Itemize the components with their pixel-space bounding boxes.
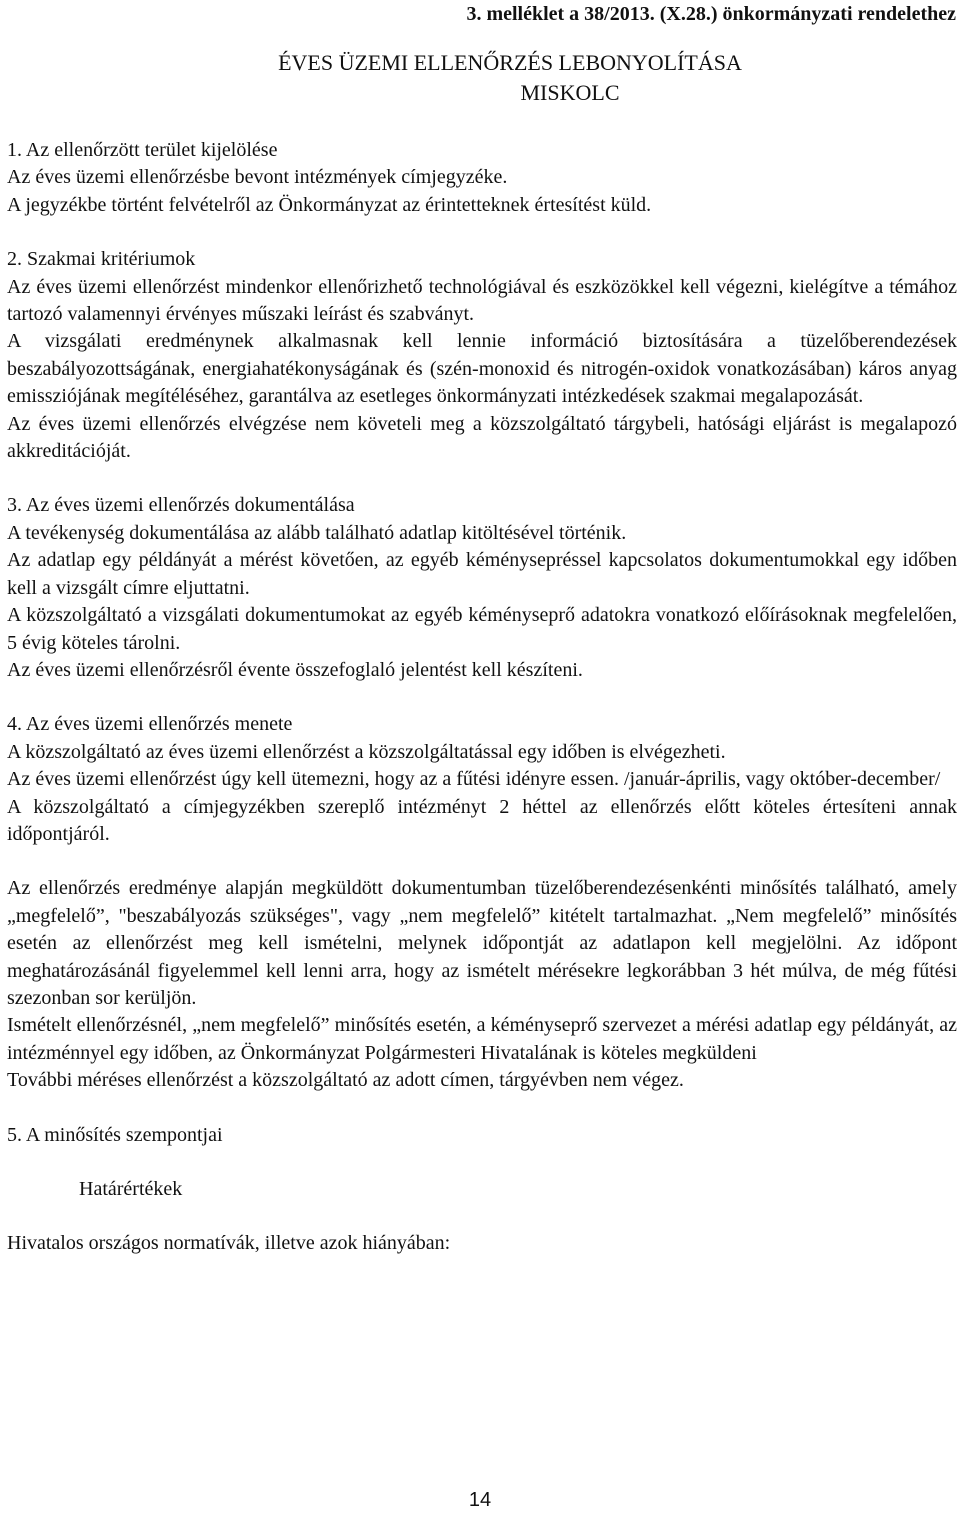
section-5 <box>7 1122 957 1258</box>
section-1-heading: 1. Az ellenőrzött terület kijelölése <box>7 139 278 161</box>
section-3 <box>7 492 957 684</box>
section-4-paragraph: További méréses ellenőrzést a közszolgáltató az adott címen, tárgyévben nem végez. <box>7 1069 684 1092</box>
section-4-paragraph: Ismételt ellenőrzésnél, „nem megfelelő” minősítés esetén, a kéményseprő szervezet a mérési adatlap egy példányát, az intézménnyel egy időben, az Önkormányzat Polgármesteri Hivatalának is köteles megküldeni <box>7 1014 957 1064</box>
section-3-paragraph: A tevékenység dokumentálása az alább található adatlap kitöltésével történik. <box>7 521 627 544</box>
section-5-paragraph: Hivatalos országos normatívák, illetve azok hiányában: <box>7 1232 451 1255</box>
section-3-paragraph: A közszolgáltató a vizsgálati dokumentumokat az egyéb kéményseprő adatokra vonatkozó előírásoknak megfelelően, 5 évig köteles tárolni. <box>7 604 957 654</box>
section-2 <box>7 246 957 465</box>
section-4-heading: 4. Az éves üzemi ellenőrzés menete <box>7 713 293 736</box>
section-2-heading: 2. Szakmai kritériumok <box>7 248 196 271</box>
document-subtitle-city: MISKOLC <box>520 80 620 105</box>
limit-values-subheading: Határértékek <box>79 1178 183 1200</box>
section-3-heading: 3. Az éves üzemi ellenőrzés dokumentálása <box>7 494 355 517</box>
section-2-paragraph: Az éves üzemi ellenőrzést mindenkor ellenőrizhető technológiával és eszközökkel kell végezni, kielégítve a témához tartozó valamennyi érvényes műszaki leírást és szabványt. <box>7 275 957 326</box>
annex-reference: 3. melléklet a 38/2013. (X.28.) önkormányzati rendelethez <box>466 3 956 25</box>
section-1-paragraph: A jegyzékbe történt felvételről az Önkormányzat az érintetteknek értesítést küld. <box>7 193 652 216</box>
section-4-paragraph: Az éves üzemi ellenőrzést úgy kell ütemezni, hogy az a fűtési idényre essen. /január-április, vagy október-december/ <box>7 768 941 791</box>
section-2-paragraph: A vizsgálati eredménynek alkalmasnak kell lennie információ biztosítására a tüzelőberendezések beszabályozottságának, energiahatékonyságának és (szén-monoxid és nitrogén-oxidok vonatkozásában) káros anyag emissziójának megítéléséhez, garantálva az esetleges önkormányzati intézkedések szakmai megalapozását. <box>7 330 957 408</box>
section-4-paragraph: A közszolgáltató a címjegyzékben szereplő intézményt 2 héttel az ellenőrzés előtt köteles értesíteni annak időpontjáról. <box>7 795 957 845</box>
document-body <box>7 137 957 1258</box>
document-title: ÉVES ÜZEMI ELLENŐRZÉS LEBONYOLÍTÁSA <box>278 50 742 75</box>
page-number: 14 <box>468 1489 492 1511</box>
section-5-heading: 5. A minősítés szempontjai <box>7 1123 223 1146</box>
section-3-paragraph: Az éves üzemi ellenőrzésről évente összefoglaló jelentést kell készíteni. <box>7 658 583 681</box>
section-4-paragraph: Az ellenőrzés eredménye alapján megküldött dokumentumban tüzelőberendezésenkénti minősítés található, amely „megfelelő”, "beszabályozás szükséges", vagy „nem megfelelő” kitételt tartalmazhat. „Nem megfelelő” minősítés esetén az ellenőrzést meg kell ismételni, melynek időpontját az adatlapon kell megjelölni. Az időpont meghatározásánál figyelemmel kell lenni arra, hogy az ismételt mérésekre legkorábban 3 hét múlva, de még fűtési szezonban sor kerüljön. <box>7 877 957 1009</box>
section-1 <box>7 137 957 219</box>
section-4-paragraph: A közszolgáltató az éves üzemi ellenőrzést a közszolgáltatással egy időben is elvégezheti. <box>7 740 726 763</box>
section-1-paragraph: Az éves üzemi ellenőrzésbe bevont intézmények címjegyzéke. <box>7 166 508 189</box>
section-4 <box>7 711 957 1094</box>
section-3-paragraph: Az adatlap egy példányát a mérést követően, az egyéb kéménysepréssel kapcsolatos dokumentumokkal egy időben kell a vizsgált címre eljuttatni. <box>7 549 957 599</box>
section-2-paragraph: Az éves üzemi ellenőrzés elvégzése nem követeli meg a közszolgáltató tárgybeli, hatósági eljárást is megalapozó akkreditációját. <box>7 412 957 463</box>
